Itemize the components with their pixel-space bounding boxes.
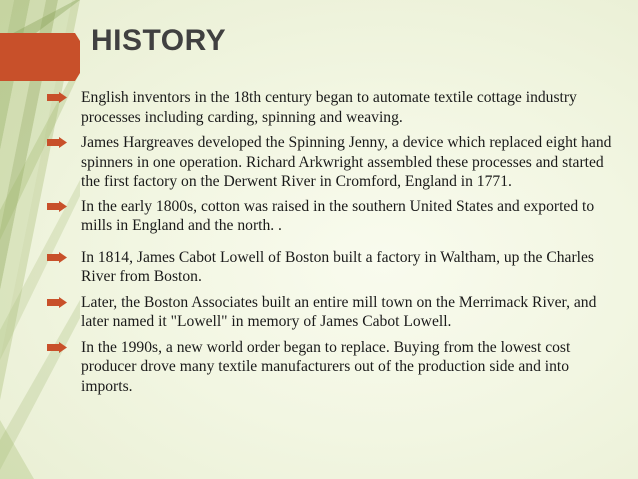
arrow-right-icon — [47, 137, 67, 148]
bullet-list — [47, 88, 617, 396]
arrow-right-icon — [47, 201, 67, 212]
bullet-text: In the early 1800s, cotton was raised in the southern United States and exported to mills in England and the north. . — [81, 197, 595, 234]
list-item — [47, 197, 617, 236]
bullet-text: James Hargreaves developed the Spinning Jenny, a device which replaced eight hand spinners in one operation. Richard Arkwright assembled these processes and started the first factory on the Derwent River in Cromford, England in 1771. — [81, 134, 612, 190]
arrow-right-icon — [47, 297, 67, 308]
list-item — [47, 248, 617, 287]
list-item — [47, 293, 617, 332]
list-item — [47, 88, 617, 127]
bullet-text: English inventors in the 18th century began to automate textile cottage industry processes including carding, spinning and weaving. — [81, 89, 577, 126]
arrow-right-icon — [47, 342, 67, 353]
list-item — [47, 338, 617, 397]
arrow-right-icon — [47, 252, 67, 263]
slide-title: HISTORY — [91, 24, 227, 57]
bullet-text: In the 1990s, a new world order began to replace. Buying from the lowest cost producer drove many textile manufacturers out of the production side and into imports. — [81, 338, 571, 395]
bullet-text: In 1814, James Cabot Lowell of Boston built a factory in Waltham, up the Charles River from Boston. — [81, 248, 594, 285]
bullet-text: Later, the Boston Associates built an entire mill town on the Merrimack River, and later named it "Lowell" in memory of James Cabot Lowell. — [81, 293, 597, 330]
arrow-right-icon — [47, 92, 67, 103]
list-item — [47, 133, 617, 192]
